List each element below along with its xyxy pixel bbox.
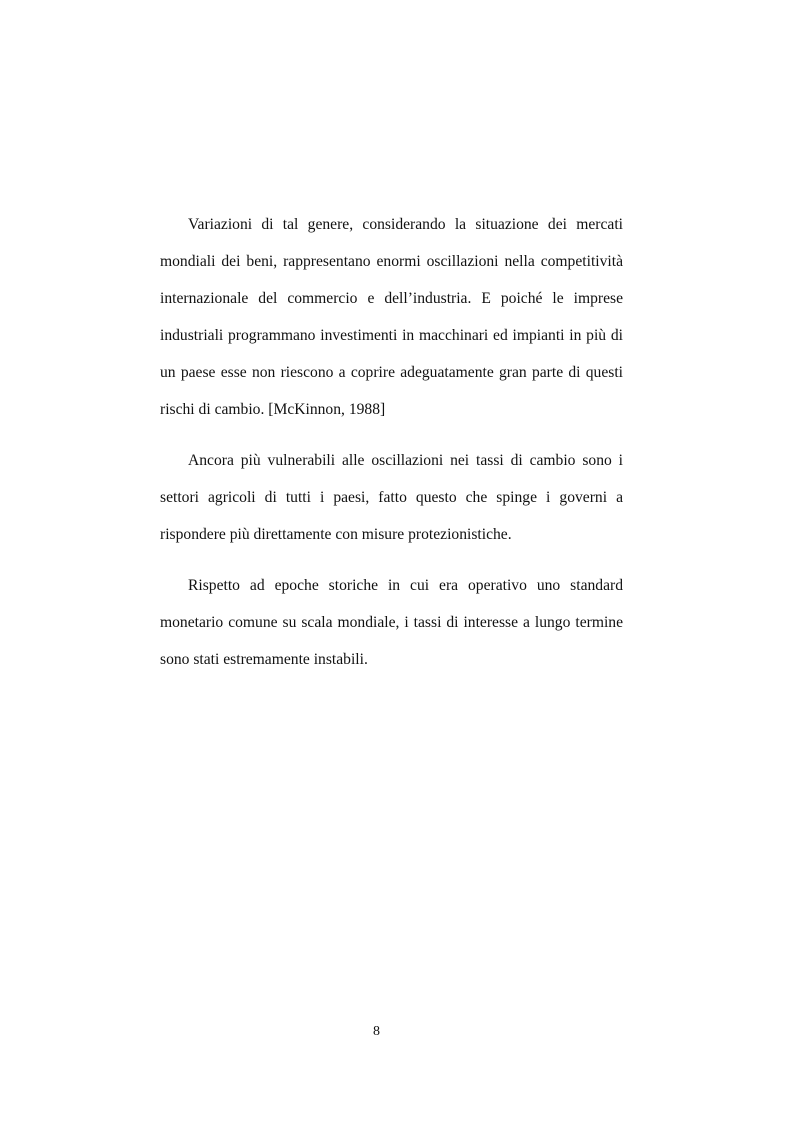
paragraph-1: Variazioni di tal genere, considerando la situazione dei mercati mondiali dei beni, rappresentano enormi oscillazioni nella competitività internazionale del commercio e dell’industria. E poiché le imprese industriali programmano investimenti in macchinari ed impianti in più di un paese esse non riescono a coprire adeguatamente gran parte di questi rischi di cambio. [McKinnon, 1988] <box>160 216 623 418</box>
paragraph-2: Ancora più vulnerabili alle oscillazioni nei tassi di cambio sono i settori agricoli di tutti i paesi, fatto questo che spinge i governi a rispondere più direttamente con misure protezionistiche. <box>160 452 623 543</box>
paragraph-3: Rispetto ad epoche storiche in cui era operativo uno standard monetario comune su scala mondiale, i tassi di interesse a lungo termine sono stati estremamente instabili. <box>160 577 623 668</box>
document-body <box>160 206 623 678</box>
page-number: 8 <box>373 1024 380 1039</box>
